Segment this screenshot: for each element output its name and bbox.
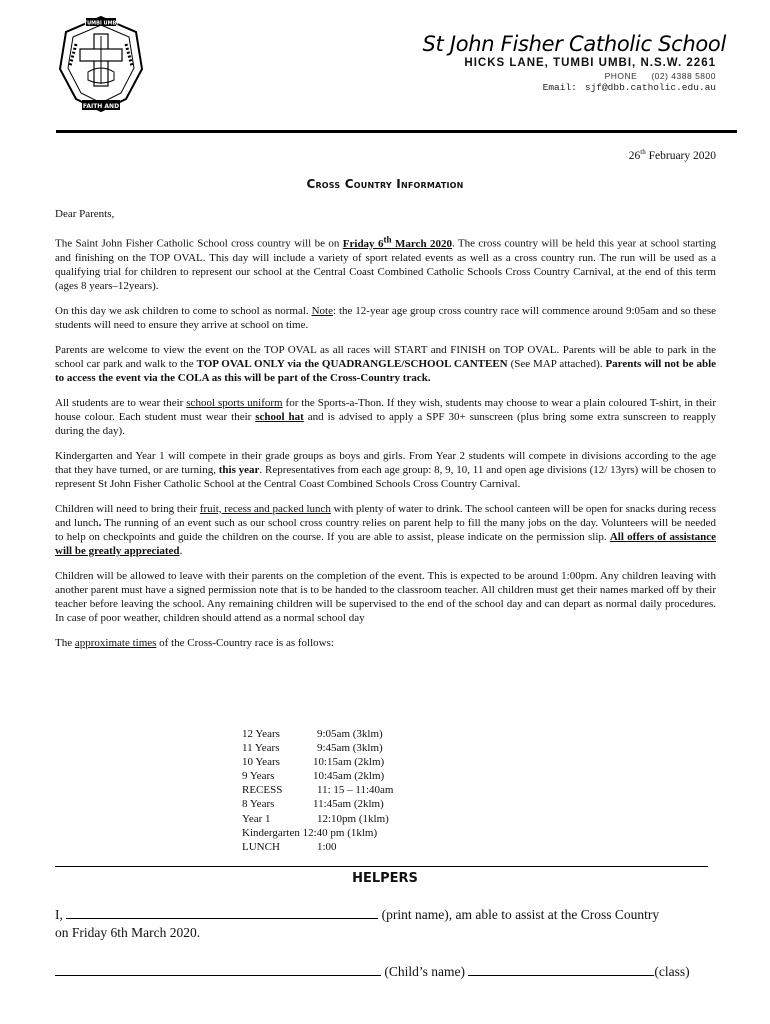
schedule-row: 12 Years 9:05am (3klm) [242,728,383,740]
class-field[interactable] [468,962,654,976]
section-divider [55,866,708,867]
paragraph-divisions: Kindergarten and Year 1 will compete in their grade groups as boys and girls. From Year 2 students will compete in divisions according to the age that they have turned, or are turning, this year. Representatives from each age group: 8, 9, 10, 11 and open age divisions (12/ 13yrs) will be chosen to represent St John Fisher Catholic School at the Central Coast Combined Schools Cross Country Carnival. [55,449,716,490]
schedule-row: RECESS 11: 15 – 11:40am [242,784,394,797]
school-crest-logo [56,14,146,114]
helpers-heading: HELPERS [352,871,418,886]
schedule-row: LUNCH 1:00 [242,840,337,853]
school-name: St John Fisher Catholic School [422,32,726,56]
child-name-line: (Child’s name) (class) [55,962,720,981]
letter-date: 26th February 2020 [628,148,716,162]
paragraph-parking: Parents are welcome to view the event on the TOP OVAL as all races will START and FINISH on TOP OVAL. Parents will be able to park in the school car park and walk to the TOP OVAL ONLY via the QUADRANGLE/SCHOOL CANTEEN (See MAP attached). Parents will not be able to access the event via the COLA as this will be part of the Cross-Country track. [55,343,717,384]
paragraph-note: On this day we ask children to come to school as normal. Note: the 12-year age group cross country race will commence around 9:05am and so these students will need to ensure they arrive at school on time. [55,304,716,331]
email-label: Email: [542,82,577,93]
header-rule [56,130,737,133]
letter-body [55,207,716,661]
child-name-field[interactable] [55,962,381,976]
paragraph-pickup: Children will be allowed to leave with their parents on the completion of the event. This is expected to be around 1:00pm. Any children leaving with another parent must have a signed permission note that is to be handed to the classroom teacher. All children must get their names marked off by their teacher before leaving the school. Any remaining children will be supervised to the end of the school day and can depart as normal daily procedures. In case of poor weather, children should attend as a normal school day [55,569,716,624]
phone-label: PHONE [604,71,638,81]
schedule-row: 10 Years 10:15am (2klm) [242,756,385,769]
schedule-row: Kindergarten 12:40 pm (1klm) [242,826,378,839]
paragraph-times-intro: The approximate times of the Cross-Country race is as follows: [55,636,334,649]
paragraph-food: Children will need to bring their fruit, recess and packed lunch with plenty of water to drink. The school canteen will be open for snacks during recess and lunch. The running of an event such as our school cross country relies on parent help to fill the many jobs on the day. Volunteers will be needed to help on checkpoints and guide the children on the course. If you are able to assist, please indicate on the permission slip. All offers of assistance will be greatly appreciated. [55,502,716,557]
salutation: Dear Parents, [55,208,115,220]
crest-top-text: TUMBI UMBI [83,20,119,27]
page-title: Cross Country Information [306,177,464,191]
school-address: HICKS LANE, TUMBI UMBI, N.S.W. 2261 [464,57,716,69]
schedule-row: 9 Years 10:45am (2klm) [242,770,385,783]
paragraph-uniform: All students are to wear their school sports uniform for the Sports-a-Thon. If they wish, students may choose to wear a plain coloured T-shirt, in their house colour. Each student must wear their school hat and is advised to apply a SPF 30+ sunscreen (plus bring some extra sunscreen to reapply during the day). [55,396,716,437]
phone-number: (02) 4388 5800 [651,71,716,81]
print-name-field[interactable] [66,905,378,919]
email-address[interactable]: sjf@dbb.catholic.edu.au [584,82,716,93]
schedule-row: 11 Years 9:45am (3klm) [242,742,383,755]
paragraph-date: The Saint John Fisher Catholic School cross country will be on Friday 6th March 2020. The cross country will be held this year at school starting and finishing on the TOP OVAL. This day will include a variety of sport related events as well as a cross country run. The run will be used as a qualifying trial for children to represent our school at the Central Coast Combined Catholic Schools Cross Country Carnival, at the end of this term (ages 8 years–12years). [55,234,716,292]
school-phone [605,71,716,81]
helper-date-line: on Friday 6th March 2020. [55,925,201,940]
race-schedule [242,727,393,854]
schedule-row: 8 Years 11:45am (2klm) [242,798,384,811]
helper-form [55,905,720,981]
print-name-line: I, (print name), am able to assist at the Cross Country [55,907,660,922]
schedule-row: Year 1 12:10pm (1klm) [242,812,389,825]
crest-motto: FAITH AND [82,103,120,110]
school-email [543,82,716,93]
